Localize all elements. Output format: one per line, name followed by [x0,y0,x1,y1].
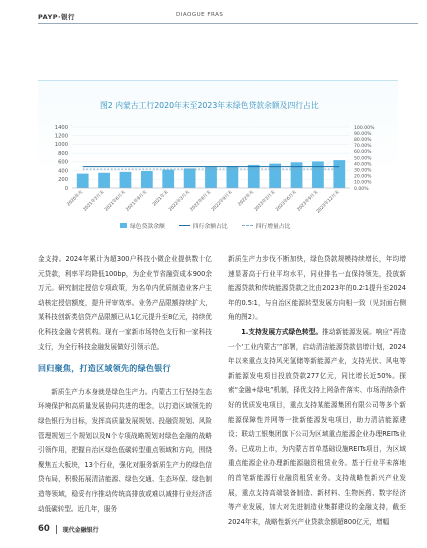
page-footer [38,524,99,534]
legend-item-bar [120,221,165,230]
right-paragraph-2 [228,325,406,529]
bar [248,165,260,188]
legend-line1-swatch [179,225,190,226]
bar [98,173,110,188]
y-left-tick-label: 600 [58,159,68,166]
chart-legend [120,221,290,230]
x-tick-label: 2023年9月末 [296,189,320,213]
y-right-tick-label: 70.00% [354,144,372,150]
x-tick-label: 2023年6月末 [275,189,298,213]
y-left-tick-label: 200 [58,177,68,184]
x-tick-label: 2020年末 [66,189,85,208]
bar [312,161,324,188]
legend-label-line1: 四行余额占比 [192,224,228,230]
y-right-tick-label: 20.00% [354,174,372,180]
x-tick-label: 2022年6月末 [189,189,213,213]
x-tick-label: 2022年9月末 [211,189,234,213]
y-left-tick-label: 1400 [54,124,68,131]
legend-line2-swatch [242,225,253,226]
chart-title: 图2 内蒙古工行2020年末至2023年末绿色贷款余额及四行占比 [100,101,319,110]
x-tick-label: 2023年3月末 [253,189,277,213]
y-right-tick-label: 90.00% [354,131,372,137]
bar [333,160,345,188]
y-left-tick-label: 1200 [54,133,68,140]
y-right-tick-label: 80.00% [354,138,372,143]
y-left-tick-label: 800 [58,150,68,157]
x-tick-label: 2021年末 [151,189,170,208]
bar [141,171,153,188]
legend-label-line2: 四行增量占比 [255,224,291,230]
bar [269,164,281,188]
magazine-name: 现代金融银行 [62,526,99,534]
left-column [38,252,212,516]
header-left-title: PAYP·银行 [38,13,76,21]
right-column [228,252,406,529]
x-tick-label: 2021年3月末 [82,189,106,213]
y-right-tick-label: 40.00% [354,162,372,168]
y-right-tick-label: 0.00% [354,186,369,192]
bar [77,174,89,188]
y-right-tick-label: 30.00% [354,168,372,174]
legend-item-line1 [179,221,228,230]
left-paragraph-1: 金支持。2024年累计为超300户科技小微企业提供数十亿元贷款，利率平均降低100bp，为企业节省融资成本900余万元。研究制定授信专项政策，为名单内优质制造业客户主动核定授信额度，提升评审效率。业务产品限额持续扩大，某科技创新类信贷产品限额已从1亿元提升至8亿元，持续优化科技金融专营机构。现有一家新市场特色支行和一家科技支行，为全行科技金融发展做好引领示范。 [38,255,212,351]
legend-bar-swatch [120,223,127,228]
y-right-tick-label: 60.00% [354,150,372,156]
x-tick-label: 2021年9月末 [125,189,149,213]
right-paragraph-2-lead: 1.支持发展方式绿色转型。 [241,327,323,336]
right-paragraph-2-body: 推动新能源发展。响应“再造一个‘工业内蒙古’”部署，启动清洁能源贷款信增计划，2024年以来重点支持风光氢储等新能源产业，支持光伏、风电等新能源发电项目投放贷款277亿元，同比增长近50%。探索“金融+绿电”机制，择优支持上网条件落实、市场消纳条件好的优质发电项目，重点支持某能源集团有限公司等多个新能源保障性并网等一批新能源发电项目，助力清洁能源建设；联动工银集团旗下公司为区域重点能源企业办理REITs业务。已成功上市，为内蒙古首单基础设施REITs项目，为区域重点能源企业办理新能源融资租赁业务。基于行业平未落地的首笔新能源行业融资租赁业务。支持战略性新兴产业发展，重点支持高端装备制造、新材料、生物医药、数字经济等产业发展，加大对先进制造业集群建设的金融支持，截至2024年末，战略性新兴产业贷款余额超800亿元，增幅 [228,327,407,526]
bar [205,167,217,188]
y-left-tick-label: 1000 [54,142,68,149]
y-right-tick-label: 50.00% [354,156,372,162]
x-tick-label: 2021年6月末 [104,189,127,213]
y-right-tick-label: 10.00% [354,180,372,186]
page-number: 60 [38,524,50,534]
bar [291,162,303,188]
bar [184,168,196,188]
x-tick-label: 2022年末 [237,189,256,208]
y-left-tick-label: 400 [58,168,68,175]
header-right-title: DIAOGUE FRAS [176,12,224,18]
footer-separator [56,525,57,534]
bar [227,166,239,188]
legend-item-line2 [242,221,291,230]
bar [162,170,174,188]
y-right-tick-label: 100.00% [354,125,375,131]
bar [120,172,132,188]
x-tick-label: 2022年3月末 [168,189,192,213]
legend-label-bar: 绿色贷款余额 [130,224,165,230]
x-tick-label: 2023年12月末 [316,189,341,215]
left-paragraph-2: 新质生产力本身就是绿色生产力。内蒙古工行坚持生态环境保护和高质量发展协同共进的理念，以打造区域领先的绿色银行为目标，发挥高质量发展规划、投融资规划、风险管理规划三个规划以及N个专项战略规划对绿色金融的战略引领作用，把握自治区绿色低碳转型重点领域和方向，围绕聚焦五大板块，13个行业，强化对服务新质生产力的绿色信贷布局，积极拓展清洁能源、绿色交通、生态环保、绿色制造等领域，稳妥有序推动传统高排放或难以减排行业经济活动低碳转型。近几年，服务 [38,387,212,513]
right-paragraph-1: 新质生产力步伐不断加快，绿色贷款规模持续增长，年均增速显著高于行业平均水平，同业排名一直保持领先，投放新能源贷款和传统能源贷款之比由2023年的0.2∶1提升至2024年的0.5∶1，与自治区能源转型发展方向相一致（见封面右侧角的图2）。 [228,255,406,322]
y-left-tick-label: 0 [64,185,68,192]
section-heading-green-bank: 回归聚焦，打造区域领先的绿色银行 [38,364,171,374]
